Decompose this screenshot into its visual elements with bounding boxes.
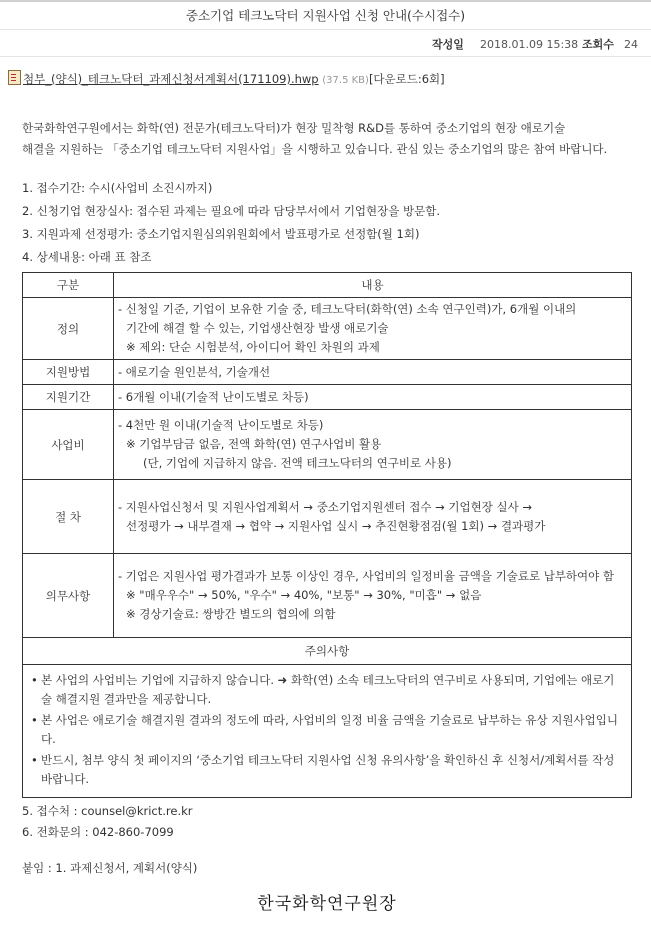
attachment-link[interactable]: 첨부_(양식)_테크노닥터_과제신청서계획서(171109).hwp bbox=[23, 72, 319, 86]
notice-title: 주의사항 bbox=[23, 638, 632, 665]
row-label-method: 지원방법 bbox=[23, 360, 114, 385]
content-line: - 지원사업신청서 및 지원사업계획서 → 중소기업지원센터 접수 → 기업현장 실사 → bbox=[118, 499, 532, 514]
date-label: 작성일 bbox=[432, 38, 464, 51]
notice-title-row bbox=[23, 638, 632, 665]
row-label-procedure: 절 차 bbox=[23, 480, 114, 554]
row-content-budget bbox=[114, 410, 632, 480]
hwp-file-icon bbox=[8, 70, 21, 85]
content-line: ※ 제외: 단순 시험분석, 아이디어 확인 차원의 과제 bbox=[126, 340, 380, 354]
post-date: 2018.01.09 15:38 bbox=[480, 38, 579, 51]
signature: 한국화학연구원장 bbox=[257, 894, 397, 914]
item-2: 2. 신청기업 현장실사: 접수된 과제는 필요에 따라 담당부서에서 기업현장을 방문함. bbox=[22, 204, 440, 218]
item-3: 3. 지원과제 선정평가: 중소기업지원심의위원회에서 발표평가로 선정함(월 1회) bbox=[22, 227, 420, 241]
row-label-budget: 사업비 bbox=[23, 410, 114, 480]
header-category: 구분 bbox=[23, 273, 114, 298]
row-label-obligation: 의무사항 bbox=[23, 554, 114, 638]
footer-info bbox=[22, 802, 632, 877]
table-row bbox=[23, 410, 632, 480]
post-meta bbox=[0, 33, 651, 57]
content-line: 선정평가 → 내부결재 → 협약 → 지원사업 실시 → 추진현황점검(월 1회) → 결과평가 bbox=[126, 518, 546, 533]
row-content-definition bbox=[114, 298, 632, 360]
item-4: 4. 상세내용: 아래 표 참조 bbox=[22, 250, 152, 264]
content-line: - 6개월 이내(기술적 난이도별로 차등) bbox=[118, 389, 309, 404]
notice-item: • 본 사업의 사업비는 기업에 지급하지 않습니다. ➜ 화학(연) 소속 테크노닥터의 연구비로 사용되며, 기업에는 애로기술 해결지원 결과만을 제공합니다. bbox=[31, 671, 625, 709]
table-row bbox=[23, 480, 632, 554]
table-row bbox=[23, 360, 632, 385]
attachment-row bbox=[8, 70, 445, 88]
content-line: 기간에 해결 할 수 있는, 기업생산현장 발생 애로기술 bbox=[126, 321, 389, 335]
content-line: ※ "매우우수" → 50%, "우수" → 40%, "보통" → 30%, "미흡" → 없음 bbox=[126, 588, 482, 602]
row-content-method bbox=[114, 360, 632, 385]
item-1: 1. 접수기간: 수시(사업비 소진시까지) bbox=[22, 181, 213, 195]
row-content-obligation bbox=[114, 554, 632, 638]
notice-item: • 반드시, 첨부 양식 첫 페이지의 ‘중소기업 테크노닥터 지원사업 신청 유의사항’을 확인하신 후 신청서/계획서를 작성 바랍니다. bbox=[31, 751, 625, 789]
views-count: 24 bbox=[624, 38, 638, 51]
content-line: - 4천만 원 이내(기술적 난이도별로 차등) bbox=[118, 418, 324, 432]
header-content: 내용 bbox=[114, 273, 632, 298]
views-label: 조회수 bbox=[582, 38, 614, 51]
attachment-size: (37.5 KB) bbox=[322, 75, 369, 86]
notice-item: • 본 사업은 애로기술 해결지원 결과의 정도에 따라, 사업비의 일정 비율 금액을 기술료로 납부하는 유상 지원사업입니다. bbox=[31, 711, 625, 749]
content-line: ※ 기업부담금 없음, 전액 화학(연) 연구사업비 활용 bbox=[126, 437, 382, 451]
row-label-definition: 정의 bbox=[23, 298, 114, 360]
content-line: - 애로기술 원인분석, 기술개선 bbox=[118, 364, 271, 379]
post-title: 중소기업 테크노닥터 지원사업 신청 안내(수시접수) bbox=[0, 0, 651, 30]
attachment-note: 붙임 : 1. 과제신청서, 계획서(양식) bbox=[22, 861, 198, 875]
intro-line-1: 한국화학연구원에서는 화학(연) 전문가(테크노닥터)가 현장 밀착형 R&D를 통하여 중소기업의 현장 애로기술 bbox=[22, 121, 566, 135]
notice-list bbox=[23, 665, 632, 798]
intro-line-2: 해결을 지원하는 「중소기업 테크노닥터 지원사업」을 시행하고 있습니다. 관심 있는 중소기업의 많은 참여 바랍니다. bbox=[22, 142, 608, 156]
post-body bbox=[22, 118, 632, 914]
table-row bbox=[23, 298, 632, 360]
detail-table bbox=[22, 272, 632, 798]
contact-phone: 6. 전화문의 : 042-860-7099 bbox=[22, 825, 174, 839]
row-content-procedure bbox=[114, 480, 632, 554]
table-row bbox=[23, 554, 632, 638]
contact-email: 5. 접수처 : counsel@krict.re.kr bbox=[22, 804, 193, 818]
table-header-row bbox=[23, 273, 632, 298]
content-line: ※ 경상기술료: 쌍방간 별도의 협의에 의함 bbox=[126, 607, 336, 621]
content-line: - 신청일 기준, 기업이 보유한 기술 중, 테크노닥터(화학(연) 소속 연구인력)가, 6개월 이내의 bbox=[118, 302, 577, 316]
row-content-period bbox=[114, 385, 632, 410]
notice-row bbox=[23, 665, 632, 798]
download-count: [다운로드:6회] bbox=[368, 72, 445, 86]
row-label-period: 지원기간 bbox=[23, 385, 114, 410]
table-row bbox=[23, 385, 632, 410]
content-line: - 기업은 지원사업 평가결과가 보통 이상인 경우, 사업비의 일정비율 금액을 기술료로 납부하여야 함 bbox=[118, 569, 615, 583]
content-line: (단, 기업에 지급하지 않음. 전액 테크노닥터의 연구비로 사용) bbox=[143, 456, 452, 470]
